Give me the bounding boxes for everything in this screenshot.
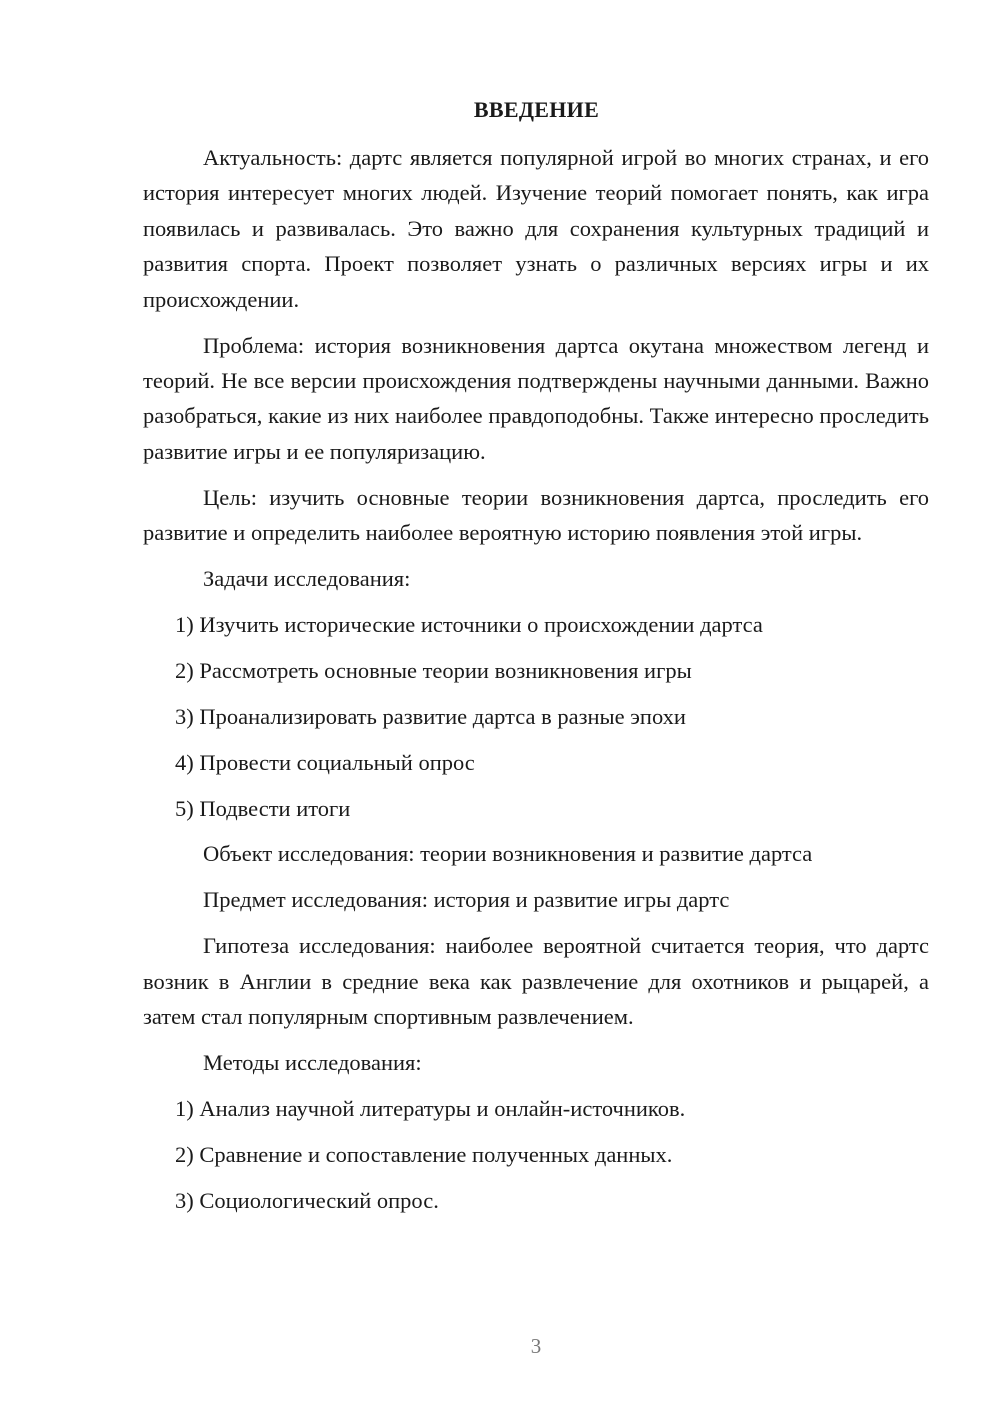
document-page: [143, 94, 929, 1229]
hypothesis-paragraph: Гипотеза исследования: наиболее вероятной считается теория, что дартс возник в Англии в средние века как развлечение для охотников и рыцарей, а затем стал популярным спортивным развлечением.: [143, 933, 929, 1030]
problem-paragraph: Проблема: история возникновения дартса окутана множеством легенд и теорий. Не все версии происхождения подтверждены научными данными. Важно разобраться, какие из них наиболее правдоподобны. Также интересно проследить развитие игры и ее популяризацию.: [143, 332, 929, 464]
task-item: 1) Изучить исторические источники о происхождении дартса: [175, 611, 763, 637]
method-item: 3) Социологический опрос.: [175, 1187, 439, 1213]
task-item: 5) Подвести итоги: [175, 795, 351, 821]
goal-paragraph: Цель: изучить основные теории возникновения дартса, проследить его развитие и определить наиболее вероятную историю появления этой игры.: [143, 484, 929, 546]
tasks-heading: Задачи исследования:: [203, 565, 411, 591]
method-item: 2) Сравнение и сопоставление полученных данных.: [175, 1141, 673, 1167]
method-item: 1) Анализ научной литературы и онлайн-источников.: [175, 1095, 686, 1121]
task-item: 4) Провести социальный опрос: [175, 749, 475, 775]
task-item: 3) Проанализировать развитие дартса в разные эпохи: [175, 703, 686, 729]
task-item: 2) Рассмотреть основные теории возникновения игры: [175, 657, 692, 683]
methods-heading: Методы исследования:: [203, 1049, 422, 1075]
relevance-paragraph: Актуальность: дартс является популярной игрой во многих странах, и его история интересует многих людей. Изучение теорий помогает понять, как игра появилась и развивалась. Это важно для сохранения культурных традиций и развития спорта. Проект позволяет узнать о различных версиях игры и их происхождении.: [143, 145, 929, 312]
object-paragraph: Объект исследования: теории возникновения и развитие дартса: [203, 841, 813, 867]
page-title: ВВЕДЕНИЕ: [473, 97, 600, 122]
page-number: 3: [530, 1334, 542, 1358]
subject-paragraph: Предмет исследования: история и развитие игры дартс: [203, 887, 730, 913]
